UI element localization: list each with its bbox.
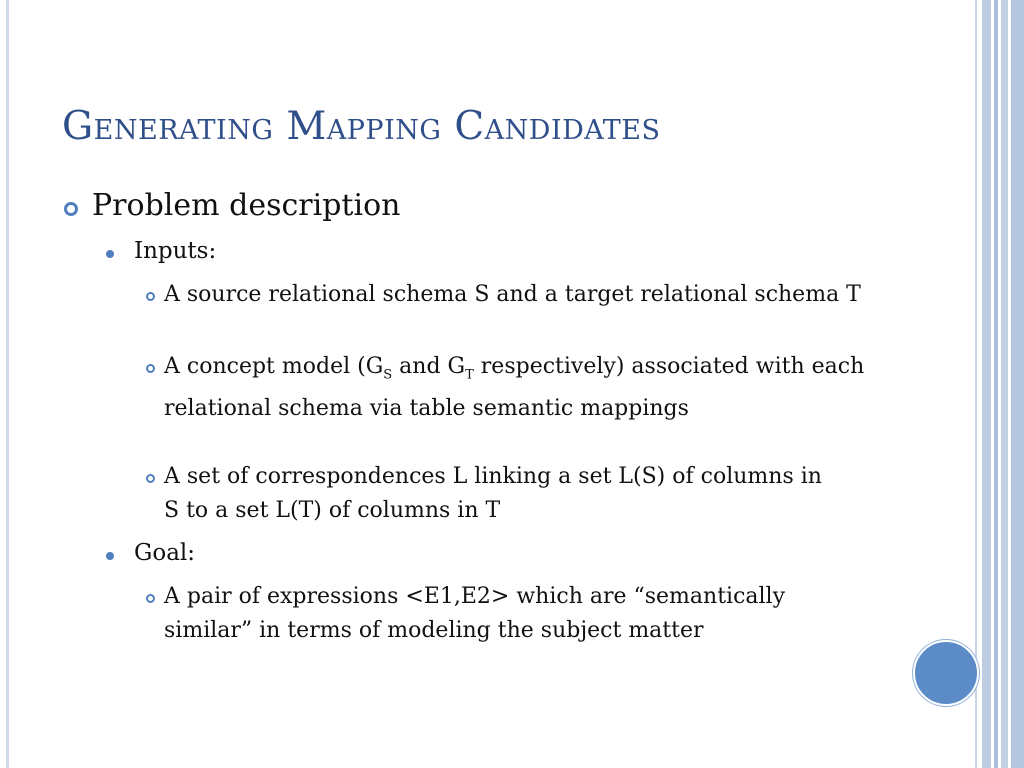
level3-bullet-icon — [146, 474, 155, 483]
input-item-correspondences: A set of correspondences L linking a set L(S) of columns in S to a set L(T) of columns in T — [164, 464, 822, 523]
level2-bullet-icon — [106, 552, 114, 560]
goal-label: Goal: — [134, 540, 196, 566]
input-item2-text-c: respectively) associated with each relational schema via table semantic mappings — [164, 354, 865, 422]
goal-item: A pair of expressions <E1,E2> which are “semantically similar” in terms of modeling the subject matter — [164, 584, 786, 643]
level1-bullet-icon — [64, 202, 78, 216]
decorative-circle — [913, 640, 979, 706]
input-item-source-target: A source relational schema S and a target relational schema T — [164, 282, 861, 307]
slide-title: Generating Mapping Candidates — [62, 104, 661, 149]
decorative-side-bar — [982, 0, 991, 768]
level3-bullet-icon — [146, 594, 155, 603]
decorative-side-bar — [975, 0, 977, 768]
decorative-side-bar — [1011, 0, 1024, 768]
input-item2-text-b: and G — [392, 354, 466, 379]
level2-bullet-icon — [106, 250, 114, 258]
level3-bullet-icon — [146, 292, 155, 301]
left-frame-line — [6, 0, 9, 768]
decorative-side-bar — [994, 0, 998, 768]
input-item-concept-model — [164, 350, 874, 426]
heading-problem-description: Problem description — [92, 188, 401, 223]
input-item2-sub-s: S — [383, 367, 393, 383]
input-item2-sub-t: T — [465, 367, 474, 383]
level3-bullet-icon — [146, 364, 155, 373]
decorative-side-bar — [1001, 0, 1008, 768]
inputs-label: Inputs: — [134, 238, 217, 264]
input-item2-text-a: A concept model (G — [164, 354, 384, 379]
